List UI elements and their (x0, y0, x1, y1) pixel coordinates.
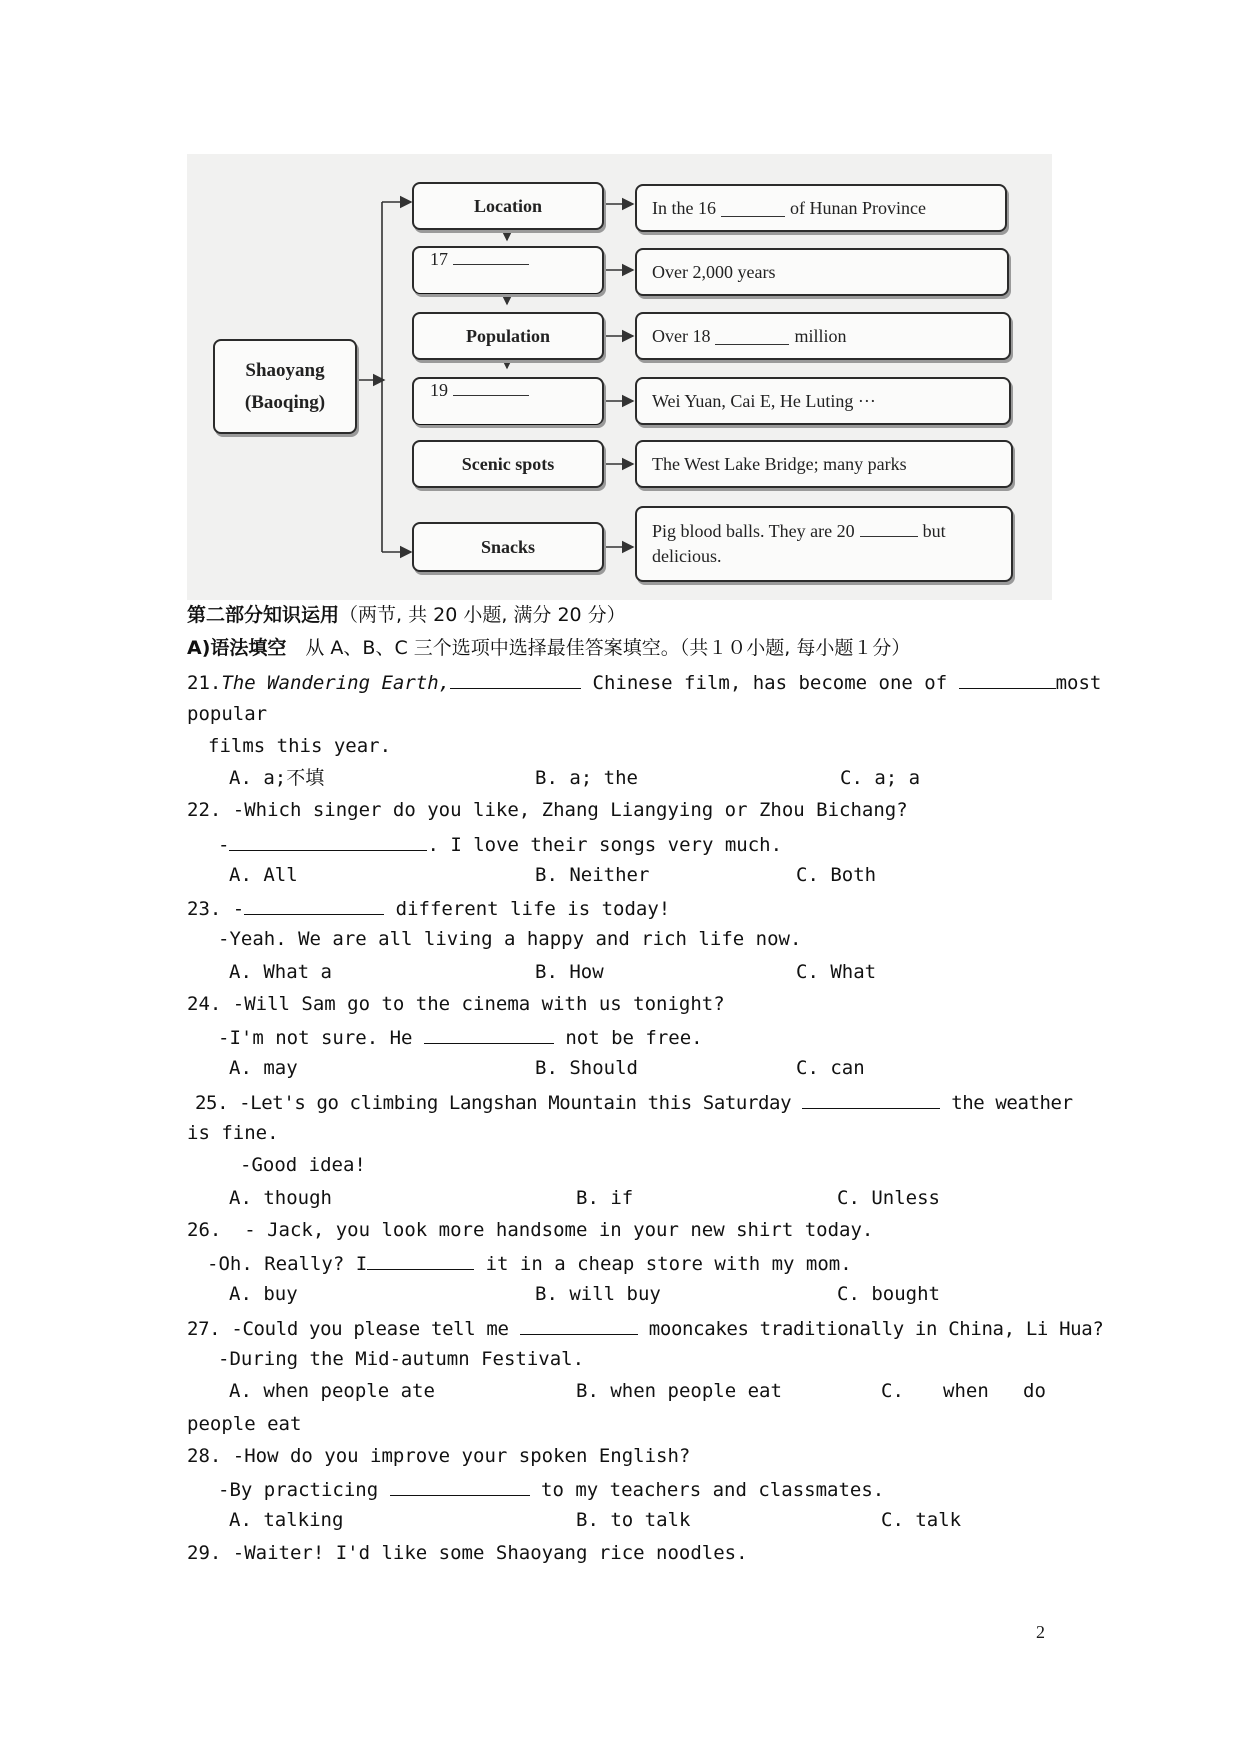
q24-reply (218, 1025, 703, 1049)
population-answer-after: million (794, 325, 847, 346)
q26-reply (207, 1251, 852, 1275)
box-blank-19 (412, 377, 604, 425)
q22-reply (218, 832, 782, 856)
q24-option-c[interactable]: C. can (796, 1057, 865, 1079)
history-answer-text: Over 2,000 years (652, 261, 776, 282)
q24-reply-after: not be free. (553, 1027, 703, 1049)
q29-number: 29. (187, 1542, 222, 1564)
q28-number: 28. (187, 1445, 222, 1467)
q24-option-b[interactable]: B. Should (535, 1057, 638, 1079)
location-answer-before: In the 16 (652, 197, 716, 218)
q23-option-a[interactable]: A. What a (229, 961, 332, 983)
page-number: 2 (1036, 1622, 1045, 1642)
q23-stem-rest: different life is today! (384, 898, 671, 920)
q22-reply-dash: - (218, 834, 230, 856)
q24-stem (187, 993, 725, 1015)
snacks-answer-before: Pig blood balls. They are 20 (652, 521, 855, 541)
box-blank-17 (412, 246, 604, 294)
box-snacks-answer (635, 506, 1013, 582)
snacks-answer-after: but (922, 521, 946, 541)
q24-reply-before: -I'm not sure. He (218, 1027, 424, 1049)
q27-blank (520, 1316, 638, 1335)
q26-option-c[interactable]: C. bought (837, 1283, 940, 1305)
q23-dash: - (232, 898, 245, 920)
q25-stem-before: -Let's go climbing Langshan Mountain this Saturday (239, 1092, 803, 1114)
blank-17-line (453, 248, 529, 265)
box-location (412, 182, 604, 230)
q26-number: 26. (187, 1219, 222, 1241)
q22-reply-rest: . I love their songs very much. (427, 834, 783, 856)
q27-option-c-line-2: people eat (187, 1413, 302, 1435)
q23-reply: -Yeah. We are all living a happy and rich life now. (218, 928, 802, 950)
q25-number: 25. (195, 1092, 229, 1114)
snacks-answer-line-1 (652, 519, 946, 544)
q24-stem-text: -Will Sam go to the cinema with us tonight? (232, 993, 725, 1015)
q26-reply-before: -Oh. Really? I (207, 1253, 368, 1275)
box-snacks (412, 522, 604, 572)
population-answer-before: Over 18 (652, 325, 711, 346)
q23-blank (244, 896, 384, 915)
q27-stem-after: mooncakes traditionally in China, Li Hua? (637, 1318, 1104, 1340)
q22-number: 22. (187, 799, 222, 821)
q28-blank (390, 1477, 530, 1496)
q21-option-c[interactable]: C. a; a (840, 767, 921, 789)
shaoyang-diagram (187, 154, 1052, 600)
box-scenic-spots (412, 440, 604, 488)
box-scenic-answer (635, 440, 1013, 488)
q25-option-a[interactable]: A. though (229, 1187, 332, 1209)
q28-reply-after: to my teachers and classmates. (529, 1479, 885, 1501)
q24-number: 24. (187, 993, 222, 1015)
subsection-heading (187, 637, 910, 659)
q26-stem-text: - Jack, you look more handsome in your new shirt today. (232, 1219, 874, 1241)
box-population (412, 312, 604, 360)
blank-17-number: 17 (430, 249, 448, 269)
q26-reply-after: it in a cheap store with my mom. (474, 1253, 852, 1275)
section-heading-bold: 第二部分知识运用 (187, 604, 340, 626)
q21-number: 21. (187, 672, 222, 694)
blank-20-line (860, 520, 918, 537)
box-history-answer (635, 248, 1009, 296)
q28-option-c[interactable]: C. talk (881, 1509, 962, 1531)
q28-option-b[interactable]: B. to talk (576, 1509, 691, 1531)
q28-option-a[interactable]: A. talking (229, 1509, 344, 1531)
section-heading (187, 604, 626, 626)
q22-option-b[interactable]: B. Neither (535, 864, 650, 886)
q28-reply (218, 1477, 884, 1501)
snacks-answer-line-2: delicious. (652, 546, 722, 566)
q23-option-b[interactable]: B. How (535, 961, 604, 983)
scenic-answer-text: The West Lake Bridge; many parks (652, 453, 907, 474)
root-line-1: Shaoyang (245, 359, 325, 381)
q21-blank-1 (450, 670, 581, 689)
q26-blank (367, 1251, 474, 1270)
diagram-root-box (213, 339, 357, 434)
q27-option-c-word-2: do (1023, 1380, 1046, 1402)
q28-stem (187, 1445, 690, 1467)
q24-option-a[interactable]: A. may (229, 1057, 298, 1079)
q21-option-a[interactable] (229, 767, 324, 789)
box-population-label: Population (465, 325, 551, 346)
q21-stem-mid: Chinese film, has become one of (581, 672, 959, 694)
q28-reply-before: -By practicing (218, 1479, 390, 1501)
q25-option-b[interactable]: B. if (576, 1187, 634, 1209)
subsection-heading-bold: A)语法填空 (187, 637, 287, 659)
box-people-answer (635, 377, 1011, 425)
box-scenic-spots-label: Scenic spots (461, 453, 555, 474)
q22-stem-text: -Which singer do you like, Zhang Liangying or Zhou Bichang? (232, 799, 908, 821)
q23-number: 23. (187, 898, 222, 920)
q25-stem (195, 1090, 1073, 1114)
blank-19-number: 19 (430, 380, 448, 400)
q23-stem (187, 896, 670, 920)
q22-blank (229, 832, 427, 851)
q25-reply: -Good idea! (240, 1154, 366, 1176)
q21-option-b[interactable]: B. a; the (535, 767, 638, 789)
q25-blank (802, 1090, 940, 1109)
q26-stem (187, 1219, 873, 1241)
q21-film-title: The Wandering Earth, (221, 672, 451, 694)
q27-stem-before: -Could you please tell me (231, 1318, 520, 1340)
q23-option-c[interactable]: C. What (796, 961, 877, 983)
people-answer-text: Wei Yuan, Cai E, He Luting ··· (652, 390, 876, 411)
q29-stem-text: -Waiter! I'd like some Shaoyang rice noodles. (232, 1542, 748, 1564)
location-answer-after: of Hunan Province (789, 197, 926, 218)
q25-option-c[interactable]: C. Unless (837, 1187, 940, 1209)
q27-option-c-word-1: when (943, 1380, 989, 1402)
blank-19-line (453, 379, 529, 396)
q29-stem (187, 1542, 748, 1564)
q21-stem-end: most (1055, 672, 1102, 694)
q24-blank (424, 1025, 554, 1044)
q27-reply: -During the Mid-autumn Festival. (218, 1348, 585, 1370)
q27-number: 27. (187, 1318, 221, 1340)
q21-stem-line-3: films this year. (208, 735, 392, 757)
q22-option-c[interactable]: C. Both (796, 864, 877, 886)
section-heading-rest: （两节, 共 20 小题, 满分 20 分） (339, 604, 626, 626)
q26-option-a[interactable]: A. buy (229, 1283, 298, 1305)
box-location-label: Location (473, 195, 542, 216)
q22-option-a[interactable]: A. All (229, 864, 298, 886)
q27-option-c-label[interactable]: C. (881, 1380, 904, 1402)
q27-option-b[interactable]: B. when people eat (576, 1380, 782, 1402)
q27-option-a[interactable]: A. when people ate (229, 1380, 435, 1402)
root-line-2: (Baoqing) (244, 391, 326, 413)
blank-18-line (715, 328, 789, 345)
q21-option-a-text: A. a;不填 (229, 767, 325, 789)
q21-stem-line-2: popular (187, 703, 268, 725)
box-snacks-label: Snacks (480, 536, 536, 557)
subsection-heading-rest: 从 A、B、C 三个选项中选择最佳答案填空。（共１０小题, 每小题１分） (286, 637, 911, 659)
q22-stem (187, 799, 908, 821)
blank-16-line (721, 200, 785, 217)
q28-stem-text: -How do you improve your spoken English? (232, 1445, 691, 1467)
q25-stem-after: the weather (940, 1092, 1073, 1114)
q27-stem (187, 1316, 1103, 1340)
box-location-answer (635, 184, 1007, 232)
q25-stem-line-2: is fine. (187, 1122, 279, 1144)
box-population-answer (635, 312, 1011, 360)
q21-blank-2 (959, 670, 1056, 689)
q26-option-b[interactable]: B. will buy (535, 1283, 661, 1305)
q21-stem (187, 670, 1101, 694)
